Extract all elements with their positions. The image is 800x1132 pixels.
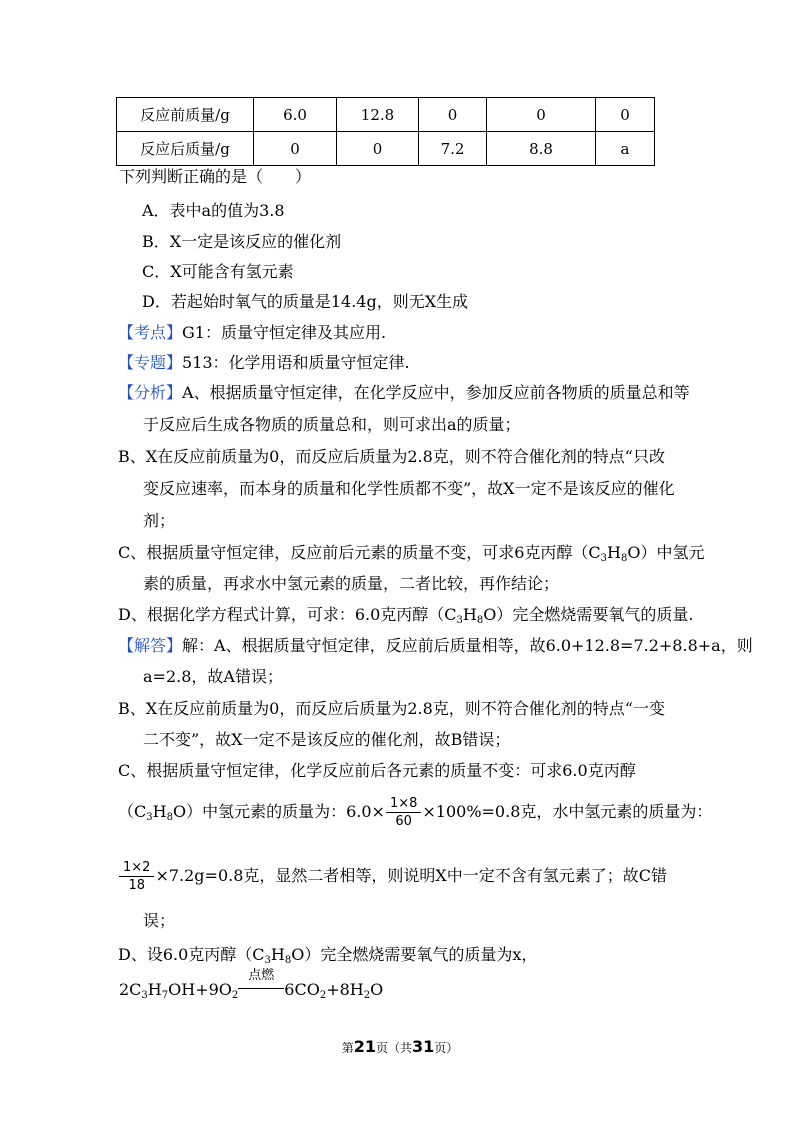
option-b: B．X一定是该反应的催化剂 <box>142 232 342 251</box>
text: OH+9O <box>168 980 232 999</box>
cell: 0 <box>254 132 337 166</box>
question-stem: 下列判断正确的是（ ） <box>119 167 312 186</box>
text: 2C <box>119 980 142 999</box>
mass-table <box>116 97 655 166</box>
subscript: 2 <box>231 990 239 1001</box>
zhuanti-text: 513：化学用语和质量守恒定律. <box>182 353 410 372</box>
jieda-tag: 【解答】 <box>118 636 183 655</box>
subscript: 3 <box>141 990 148 1001</box>
equation-bar <box>238 988 284 989</box>
text: O）完全燃烧需要氧气的质量为x， <box>291 945 538 964</box>
fraction <box>119 860 154 893</box>
text: H <box>147 980 162 999</box>
reaction-arrow <box>238 968 284 999</box>
text: 第 <box>341 1041 354 1055</box>
option-c: C．X可能含有氢元素 <box>142 262 294 281</box>
subscript: 8 <box>166 812 173 823</box>
subscript: 8 <box>476 615 484 626</box>
page-footer <box>0 1037 800 1056</box>
fraction-numerator: 1×2 <box>119 860 154 877</box>
text: ×7.2g=0.8克，显然二者相等，则说明X中一定不含有氢元素了；故C错 <box>155 866 668 885</box>
zhuanti-line <box>118 350 410 373</box>
fenxi-text: A、根据质量守恒定律，在化学反应中，参加反应前各物质的质量总和等 <box>182 383 690 402</box>
chemical-equation <box>119 968 384 1001</box>
jieda-a-line1 <box>118 633 753 656</box>
subscript: 8 <box>621 553 628 564</box>
fraction-numerator: 1×8 <box>386 796 421 813</box>
fenxi-c-line2: 素的质量，再求水中氢元素的质量，二者比较，再作结论； <box>143 574 560 593</box>
fenxi-b-line2: 变反应速率，而本身的质量和化学性质都不变”，故X一定不是该反应的催化 <box>143 479 675 498</box>
subscript: 3 <box>456 615 463 626</box>
jieda-c-line1: C、根据质量守恒定律，化学反应前后各元素的质量不变：可求6.0克丙醇 <box>118 761 636 780</box>
fenxi-tag: 【分析】 <box>118 383 183 402</box>
text: 页（共 <box>375 1041 412 1055</box>
text: +8H <box>326 980 364 999</box>
fenxi-b-line1: B、X在反应前质量为0，而反应后质量为2.8克，则不符合催化剂的特点“只改 <box>118 447 665 466</box>
option-a: A．表中a的值为3.8 <box>142 201 285 220</box>
text: 6CO <box>284 980 320 999</box>
jieda-b-line1: B、X在反应前质量为0，而反应后质量为2.8克，则不符合催化剂的特点“一变 <box>118 699 665 718</box>
kaodian-tag: 【考点】 <box>118 323 183 342</box>
fraction-denominator: 60 <box>395 814 412 829</box>
fenxi-a-line1 <box>118 380 690 403</box>
jieda-a-line2: a=2.8，故A错误； <box>143 667 283 686</box>
subscript: 3 <box>146 812 153 823</box>
text: （C <box>118 802 147 821</box>
subscript: 2 <box>363 990 371 1001</box>
row-label: 反应后质量/g <box>117 132 254 166</box>
zhuanti-tag: 【专题】 <box>118 353 183 372</box>
fraction-denominator: 18 <box>128 878 145 893</box>
jieda-c-line4: 误； <box>143 911 176 930</box>
kaodian-text: G1：质量守恒定律及其应用. <box>182 323 387 342</box>
subscript: 7 <box>161 990 169 1001</box>
cell: 12.8 <box>337 98 419 132</box>
jieda-d-line1: D、设6.0克丙醇$(C_3H_8O)$完全燃烧需要氧气的质量为x， <box>118 945 538 966</box>
text: O <box>370 980 384 999</box>
text: D、设6.0克丙醇（C <box>118 945 265 964</box>
row-label: 反应前质量/g <box>117 98 254 132</box>
kaodian-line <box>118 320 386 343</box>
text: O）中氢元 <box>627 543 705 562</box>
subscript: 2 <box>319 990 327 1001</box>
text: O）完全燃烧需要氧气的质量. <box>483 605 694 624</box>
jieda-b-line2: 二不变”，故X一定不是该反应的催化剂，故B错误； <box>143 730 511 749</box>
page-number: 21 <box>353 1037 376 1056</box>
cell: 0 <box>596 98 655 132</box>
text: O）中氢元素的质量为：6.0× <box>172 802 385 821</box>
text: C、根据质量守恒定律，反应前后元素的质量不变，可求6克丙醇（C <box>118 543 601 562</box>
text: 页） <box>434 1041 459 1055</box>
fraction <box>386 796 421 829</box>
cell: 6.0 <box>254 98 337 132</box>
cell: a <box>596 132 655 166</box>
option-d: D．若起始时氧气的质量是14.4g，则无X生成 <box>142 292 469 311</box>
fenxi-a-line2: 于反应后生成各物质的质量总和，则可求出a的质量； <box>143 415 521 434</box>
subscript: 3 <box>264 955 271 966</box>
cell: 8.8 <box>487 132 596 166</box>
cell: 7.2 <box>419 132 487 166</box>
text: D、根据化学方程式计算，可求：6.0克丙醇（C <box>118 605 457 624</box>
jieda-c-line3 <box>118 860 667 893</box>
cell: 0 <box>337 132 419 166</box>
text: ×100%=0.8克，水中氢元素的质量为： <box>422 802 713 821</box>
page-total: 31 <box>412 1037 435 1056</box>
cell: 0 <box>487 98 596 132</box>
fenxi-b-line3: 剂； <box>143 511 176 530</box>
reaction-condition: 点燃 <box>248 968 275 983</box>
subscript: 3 <box>600 553 608 564</box>
subscript: 8 <box>284 955 292 966</box>
fenxi-c-line1: C、根据质量守恒定律，反应前后元素的质量不变，可求6克丙醇$(C_3H_8O)$中氢元 <box>118 543 705 564</box>
cell: 0 <box>419 98 487 132</box>
table-row <box>117 98 655 132</box>
text: 解：A、根据质量守恒定律，反应前后质量相等，故6.0+12.8=7.2+8.8+a，则 <box>182 636 753 655</box>
table-row <box>117 132 655 166</box>
fenxi-d-line1: D、根据化学方程式计算，可求：6.0克丙醇$(C_3H_8O)$完全燃烧需要氧气的质量. <box>118 605 694 626</box>
jieda-c-line2: $(C_3H_8O)$中氢元素的质量为：6.0× $\frac{1\times 8}{60}$ ×100%=0.8克，水中氢元素的质量为： <box>118 796 713 829</box>
